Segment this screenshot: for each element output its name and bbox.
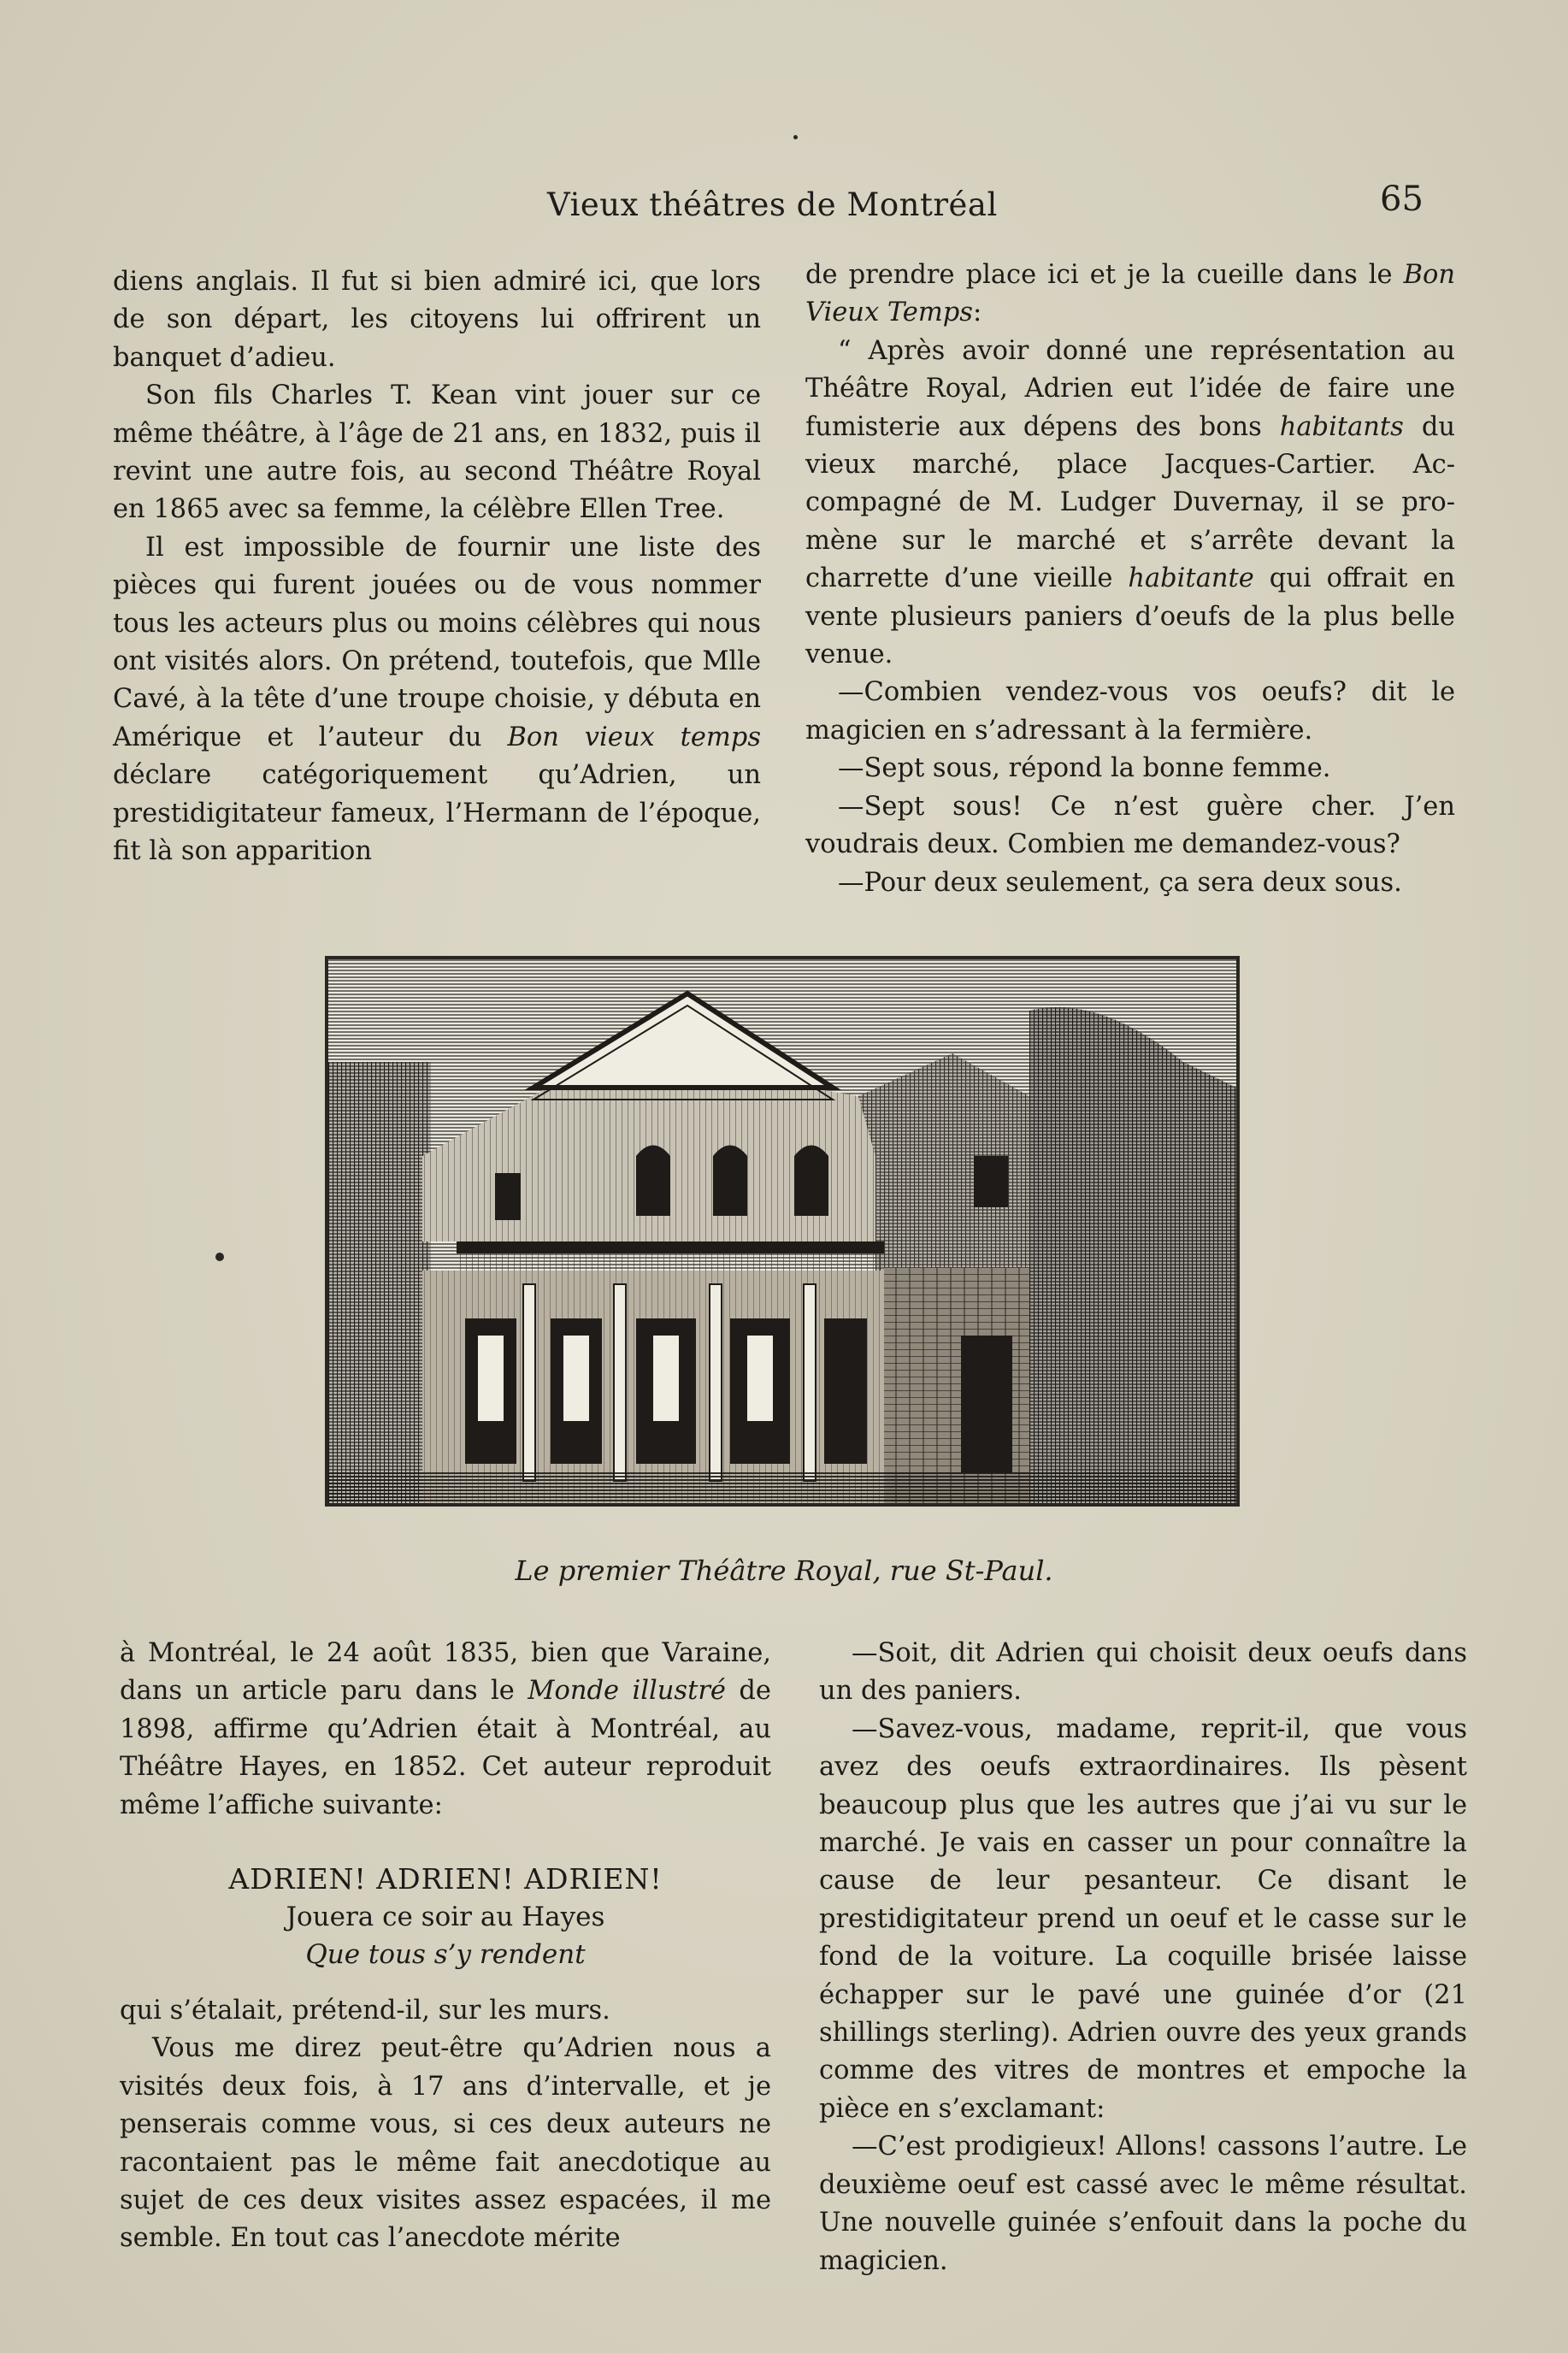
theatre-engraving (325, 956, 1240, 1507)
paragraph: diens anglais. Il fut si bien admiré ici, que lors de son départ, les citoyens lui offrirent un banquet d’adieu. (113, 267, 761, 373)
journal-title-italic: Monde illustré (528, 1676, 726, 1707)
dialogue-line: —Savez-vous, madame, reprit-il, que vous avez des oeufs extraordinaires. Ils pèsent beaucoup plus que les autres que j’ai vu sur le marché. Je vais en casser un pour connaître la cause de leur pesanteur. Ce disant le prestidigitateur prend un oeuf et le casse sur le fond de la voiture. La coquille brisée laisse échapper sur le pavé une guinée d’or (21 shillings sterling). Adrien ouvre des yeux grands comme des vitres de montres et empoche la pièce en s’exclamant: (819, 1713, 1467, 2124)
book-title-italic: Bon Vieux Temps (805, 260, 1455, 328)
paragraph: “ Après avoir donné une représentation au Théâtre Royal, Adrien eut l’idée de faire une fumisterie aux dépens des bons habitants du vieux marché, place Jacques-Cartier. Accompagné de M. Ludger Duvernay, il se promène sur le marché et s’arrête devant la charrette d’une vieille habitante qui offrait en vente plusieurs paniers d’oeufs de la plus belle venue. (805, 335, 1455, 670)
paragraph: Il est impossible de fournir une liste des pièces qui furent jouées ou de vous nommer tous les acteurs plus ou moins célèbres qui nous ont visités alors. On prétend, toutefois, que Mlle Cavé, à la tête d’une troupe choisie, y débuta en Amérique et l’auteur du Bon vieux temps déclare catégoriquement qu’Adrien, un prestidigitateur fameux, l’Hermann de l’époque, fit là son apparition (113, 532, 761, 867)
column-top-left (113, 263, 761, 871)
poster-line: ADRIEN! ADRIEN! ADRIEN! (228, 1862, 663, 1896)
column-bottom-left (120, 1635, 771, 2258)
italic-word: habitants (1279, 411, 1404, 442)
figure-caption: Le premier Théâtre Royal, rue St-Paul. (515, 1554, 1053, 1587)
dialogue-line: —Combien vendez-vous vos oeufs? dit le magicien en s’adressant à la fermière. (805, 677, 1455, 746)
poster-line: Jouera ce soir au Hayes (286, 1902, 605, 1933)
paragraph: Son fils Charles T. Kean vint jouer sur ce même théâtre, à l’âge de 21 ans, en 1832, puis il revint une autre fois, au second Théâtre Royal en 1865 avec sa femme, la célèbre Ellen Tree. (113, 380, 761, 525)
page-number: 65 (1380, 180, 1424, 219)
paragraph: qui s’étalait, prétend-il, sur les murs. (120, 1996, 610, 2026)
running-header (0, 180, 1568, 231)
paragraph: à Montréal, le 24 août 1835, bien que Varaine, dans un article paru dans le Monde illustré de 1898, affirme qu’Adrien était à Montréal, au Théâtre Hayes, en 1852. Cet auteur reproduit même l’affiche suivante: (120, 1638, 771, 1820)
theatre-illustration (328, 959, 1236, 1503)
column-top-right (805, 257, 1455, 902)
book-title-italic: Bon vieux temps (507, 722, 761, 752)
poster-line: Que tous s’y rendent (305, 1939, 586, 1971)
column-bottom-right (819, 1635, 1467, 2280)
dialogue-line: —Sept sous, répond la bonne femme. (838, 753, 1331, 784)
ink-speck (215, 1253, 224, 1261)
paragraph: de prendre place ici et je la cueille dans le Bon Vieux Temps: (805, 260, 1455, 328)
running-title: Vieux théâtres de Montréal (547, 186, 998, 223)
dialogue-line: —C’est prodigieux! Allons! cassons l’autre. Le deuxième oeuf est cassé avec le même résultat. Une nouvelle guinée s’enfouit dans la poche du magicien. (819, 2132, 1467, 2276)
paragraph: Vous me direz peut-être qu’Adrien nous a visités deux fois, à 17 ans d’intervalle, et je penserais comme vous, si ces deux auteurs ne racontaient pas le même fait anecdotique au sujet de ces deux visites assez espacées, il me semble. En tout cas l’anecdote mérite (120, 2033, 771, 2254)
dialogue-line: —Pour deux seulement, ça sera deux sous. (838, 867, 1402, 898)
italic-word: habitante (1128, 563, 1254, 594)
ink-speck (793, 135, 798, 139)
dialogue-line: —Soit, dit Adrien qui choisit deux oeufs dans un des paniers. (819, 1638, 1467, 1707)
dialogue-line: —Sept sous! Ce n’est guère cher. J’en voudrais deux. Combien me demandez-vous? (805, 791, 1455, 860)
poster-quote (120, 1861, 771, 1973)
